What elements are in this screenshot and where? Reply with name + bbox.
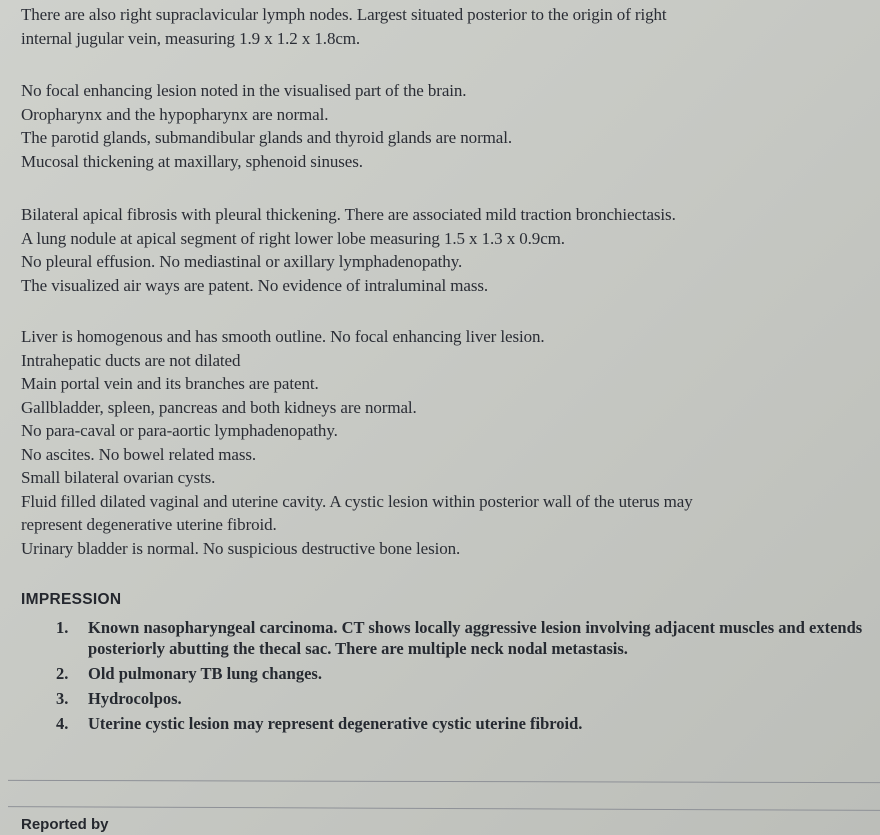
impression-number: 4. bbox=[56, 714, 69, 733]
finding-line: represent degenerative uterine fibroid. bbox=[21, 515, 277, 534]
divider-line bbox=[8, 780, 880, 783]
impression-text: Old pulmonary TB lung changes. bbox=[88, 664, 322, 683]
impression-number: 3. bbox=[56, 689, 69, 708]
findings-neck bbox=[21, 3, 876, 50]
finding-line: No focal enhancing lesion noted in the visualised part of the brain. bbox=[21, 81, 467, 100]
impression-number: 2. bbox=[56, 664, 69, 683]
findings-chest bbox=[21, 203, 876, 297]
impression-item bbox=[56, 663, 866, 684]
finding-line: Main portal vein and its branches are patent. bbox=[21, 374, 319, 393]
finding-line: internal jugular vein, measuring 1.9 x 1.2 x 1.8cm. bbox=[21, 28, 361, 48]
impression-number: 1. bbox=[56, 618, 69, 637]
finding-line: Fluid filled dilated vaginal and uterine cavity. A cystic lesion within posterior wall of the uterus may bbox=[21, 491, 693, 511]
findings-abdomen bbox=[21, 325, 876, 560]
findings-head bbox=[21, 79, 876, 173]
finding-line: Mucosal thickening at maxillary, sphenoid sinuses. bbox=[21, 151, 363, 171]
impression-text: Known nasopharyngeal carcinoma. CT shows locally aggressive lesion involving adjacent muscles and extends posteriorly abutting the thecal sac. There are multiple neck nodal metastasis. bbox=[88, 618, 863, 658]
reported-by-label: Reported by bbox=[21, 816, 109, 833]
impression-heading: IMPRESSION bbox=[21, 591, 122, 608]
finding-line: The visualized air ways are patent. No evidence of intraluminal mass. bbox=[21, 275, 489, 295]
impression-item bbox=[56, 713, 866, 734]
impression-text: Uterine cystic lesion may represent degenerative cystic uterine fibroid. bbox=[88, 714, 583, 733]
impression-text: Hydrocolpos. bbox=[88, 689, 182, 708]
finding-line: Bilateral apical fibrosis with pleural thickening. There are associated mild traction bronchiectasis. bbox=[21, 205, 676, 224]
impression-item bbox=[56, 617, 866, 659]
finding-line: No para-caval or para-aortic lymphadenopathy. bbox=[21, 421, 338, 440]
divider-line bbox=[8, 806, 880, 811]
finding-line: No pleural effusion. No mediastinal or axillary lymphadenopathy. bbox=[21, 252, 463, 271]
finding-line: No ascites. No bowel related mass. bbox=[21, 444, 257, 464]
finding-line: Small bilateral ovarian cysts. bbox=[21, 468, 216, 487]
impression-item bbox=[56, 688, 866, 709]
finding-line: Gallbladder, spleen, pancreas and both kidneys are normal. bbox=[21, 397, 417, 417]
finding-line: There are also right supraclavicular lymph nodes. Largest situated posterior to the origin of right bbox=[21, 5, 667, 24]
impression-list bbox=[56, 617, 866, 738]
finding-line: Urinary bladder is normal. No suspicious destructive bone lesion. bbox=[21, 538, 461, 558]
finding-line: Intrahepatic ducts are not dilated bbox=[21, 350, 241, 370]
finding-line: The parotid glands, submandibular glands and thyroid glands are normal. bbox=[21, 128, 512, 147]
finding-line: A lung nodule at apical segment of right lower lobe measuring 1.5 x 1.3 x 0.9cm. bbox=[21, 228, 565, 248]
finding-line: Liver is homogenous and has smooth outline. No focal enhancing liver lesion. bbox=[21, 327, 545, 346]
finding-line: Oropharynx and the hypopharynx are normal. bbox=[21, 104, 329, 124]
